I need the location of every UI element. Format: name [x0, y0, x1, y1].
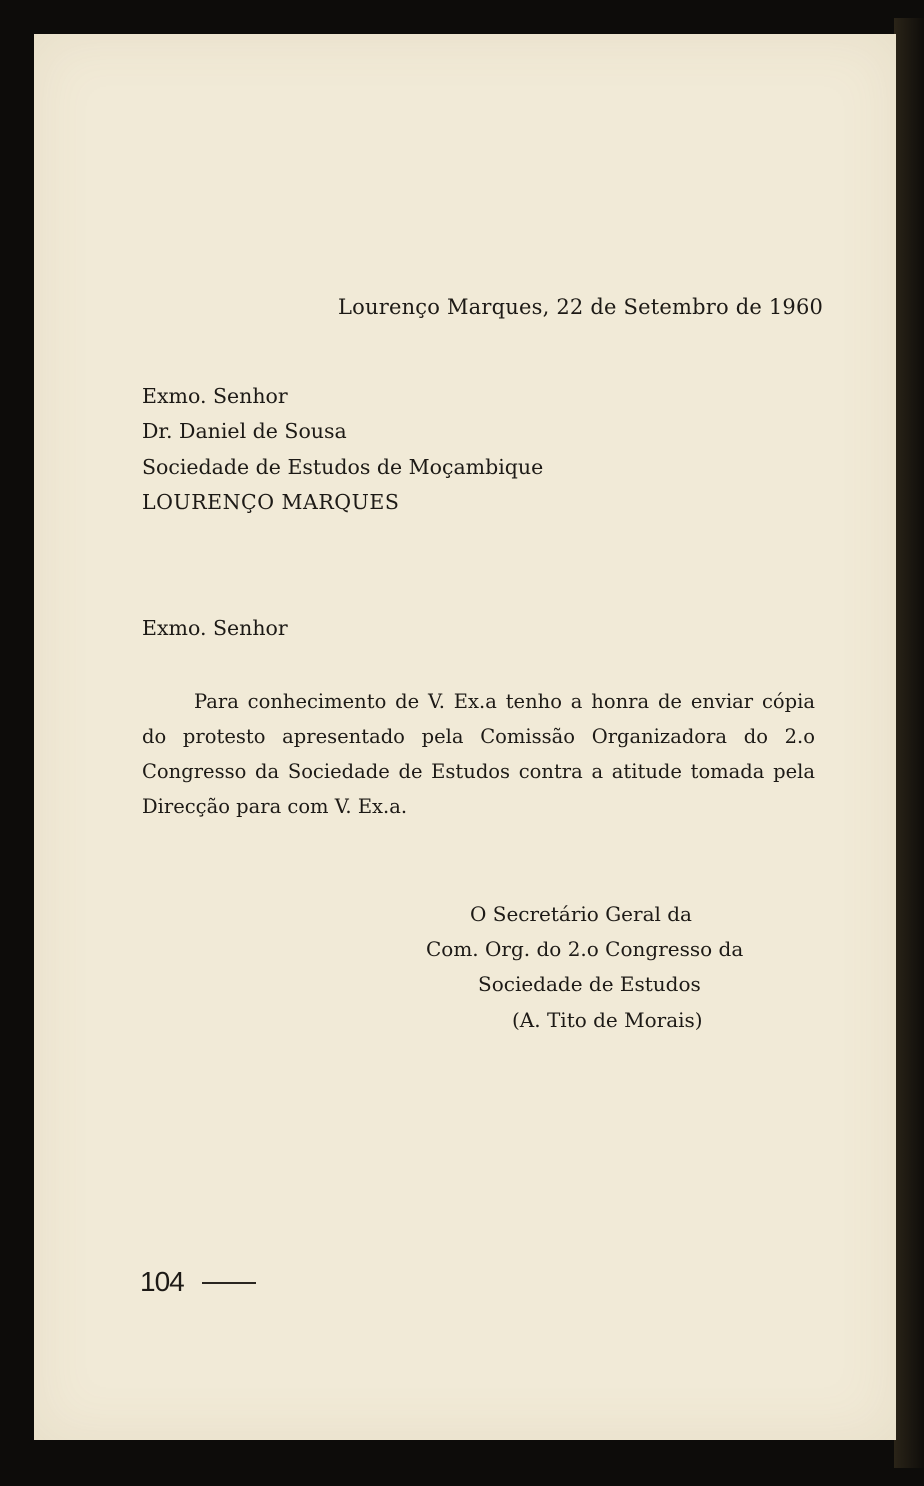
letter-dateline: Lourenço Marques, 22 de Setembro de 1960: [338, 295, 824, 319]
letter-body: [142, 684, 815, 824]
book-spine-edge: [894, 18, 924, 1468]
recipient-line-1: Exmo. Senhor: [142, 384, 288, 408]
signature-line-2: Com. Org. do 2.o Congresso da: [426, 937, 744, 961]
signature-line-4: (A. Tito de Morais): [512, 1008, 703, 1032]
signature-line-3: Sociedade de Estudos: [478, 972, 701, 996]
recipient-line-3: Sociedade de Estudos de Moçambique: [142, 455, 544, 479]
page-number: 104: [140, 1266, 184, 1297]
letter-body-paragraph: Para conhecimento de V. Ex.a tenho a honra de enviar cópia do protesto apresentado pela Comissão Organizadora do 2.o Congresso da Sociedade de Estudos contra a atitude tomada pela Direcção para com V. Ex.a.: [142, 690, 815, 818]
recipient-line-4: LOURENÇO MARQUES: [142, 490, 400, 514]
signature-line-1: O Secretário Geral da: [470, 902, 692, 926]
page-number-rule: [202, 1282, 256, 1284]
letter-salutation: Exmo. Senhor: [142, 616, 288, 640]
recipient-line-2: Dr. Daniel de Sousa: [142, 419, 347, 443]
